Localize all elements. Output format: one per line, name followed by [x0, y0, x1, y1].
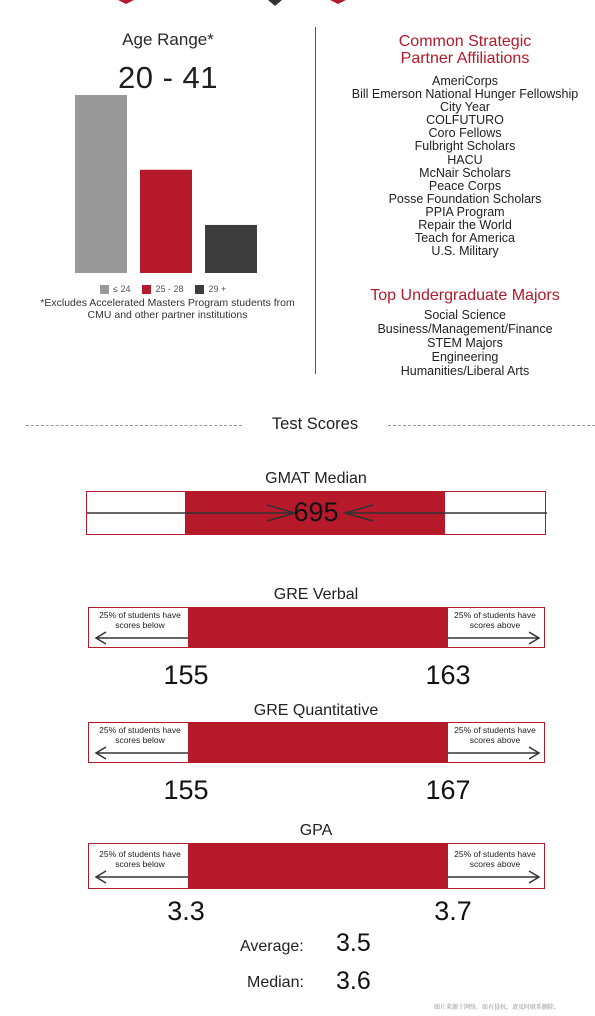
affiliation-item: COLFUTURO	[426, 113, 504, 128]
gpa-range-box	[88, 843, 545, 889]
below-note: 25% of students have scores below	[99, 725, 181, 745]
legend-swatch-red	[142, 285, 151, 294]
legend-swatch-dark	[195, 285, 204, 294]
majors-heading: Top Undergraduate Majors	[370, 287, 560, 304]
watermark: 图片来源于网络，如有侵权，请及时联系删除。	[434, 1005, 561, 1011]
dashed-divider-left	[26, 425, 242, 426]
below-note: 25% of students have scores below	[99, 610, 181, 630]
affiliation-item: U.S. Military	[431, 244, 499, 259]
affiliation-item: HACU	[447, 152, 483, 167]
vertical-divider	[315, 27, 316, 374]
gmat-range-box	[86, 491, 546, 535]
gre-verbal-title: GRE Verbal	[273, 586, 359, 603]
dashed-divider-right	[388, 425, 595, 426]
gre-quant-range-box	[88, 722, 545, 763]
age-range-title: Age Range*	[122, 30, 214, 49]
age-range-value: 20 - 41	[117, 60, 218, 95]
affiliation-item: Repair the World	[418, 218, 512, 233]
legend-item-under-24	[100, 284, 130, 294]
gmat-value: 695	[293, 497, 339, 527]
gpa-median-value: 3.6	[336, 967, 371, 995]
affiliation-item: PPIA Program	[425, 204, 505, 219]
above-note: 25% of students have scores above	[454, 849, 536, 869]
top-decoration	[0, 0, 595, 8]
affiliations-heading	[330, 33, 595, 67]
gpa-low: 3.3	[167, 896, 205, 926]
legend-swatch-gray	[100, 285, 109, 294]
legend-item-29-plus	[195, 284, 226, 294]
affiliation-item: McNair Scholars	[419, 165, 511, 180]
gpa-median-label: Median:	[247, 974, 304, 991]
affiliations-heading-line2: Partner Affiliations	[400, 50, 530, 67]
age-footnote: *Excludes Accelerated Masters Program students from CMU and other partner institutions	[40, 297, 295, 321]
gre-quant-title: GRE Quantitative	[253, 702, 379, 719]
age-bar-2	[140, 170, 192, 273]
affiliation-item: Teach for America	[414, 231, 516, 246]
legend-label: 25 - 28	[155, 284, 184, 294]
gpa-high: 3.7	[434, 896, 472, 926]
affiliation-item: City Year	[439, 100, 491, 115]
major-item: Engineering	[431, 350, 499, 364]
affiliation-item: Coro Fellows	[428, 126, 502, 141]
gre-verbal-high: 163	[425, 660, 471, 690]
legend-item-25-28	[142, 284, 183, 294]
gre-verbal-low: 155	[163, 660, 209, 690]
majors-section	[330, 287, 595, 378]
gre-quant-low: 155	[163, 775, 209, 805]
legend-label: ≤ 24	[113, 284, 131, 294]
affiliations-section	[330, 33, 595, 258]
affiliation-item: Peace Corps	[428, 178, 502, 193]
test-scores-heading: Test Scores	[271, 415, 359, 433]
majors-list	[330, 308, 595, 378]
gpa-title: GPA	[299, 822, 333, 839]
major-item: STEM Majors	[427, 336, 503, 350]
above-note: 25% of students have scores above	[454, 610, 536, 630]
gpa-average-label: Average:	[240, 938, 304, 955]
age-bar-1	[75, 95, 127, 273]
gmat-title: GMAT Median	[265, 470, 367, 487]
legend-label: 29 +	[208, 284, 227, 294]
gre-verbal-range-box	[88, 607, 545, 648]
affiliations-heading-line1: Common Strategic	[398, 33, 532, 50]
gpa-average-value: 3.5	[336, 929, 371, 957]
major-item: Business/Management/Finance	[377, 322, 553, 336]
major-item: Humanities/Liberal Arts	[400, 364, 530, 378]
age-legend	[100, 284, 280, 294]
age-bar-3	[205, 225, 257, 273]
age-bar-chart	[60, 95, 280, 280]
affiliation-item: AmeriCorps	[432, 74, 498, 88]
affiliation-item: Posse Foundation Scholars	[388, 191, 542, 206]
below-note: 25% of students have scores below	[99, 849, 181, 869]
affiliations-list	[330, 75, 595, 258]
affiliation-item: Fulbright Scholars	[414, 139, 516, 154]
affiliation-item: Bill Emerson National Hunger Fellowship	[351, 87, 579, 102]
gre-quant-high: 167	[425, 775, 471, 805]
above-note: 25% of students have scores above	[454, 725, 536, 745]
major-item: Social Science	[424, 308, 506, 322]
